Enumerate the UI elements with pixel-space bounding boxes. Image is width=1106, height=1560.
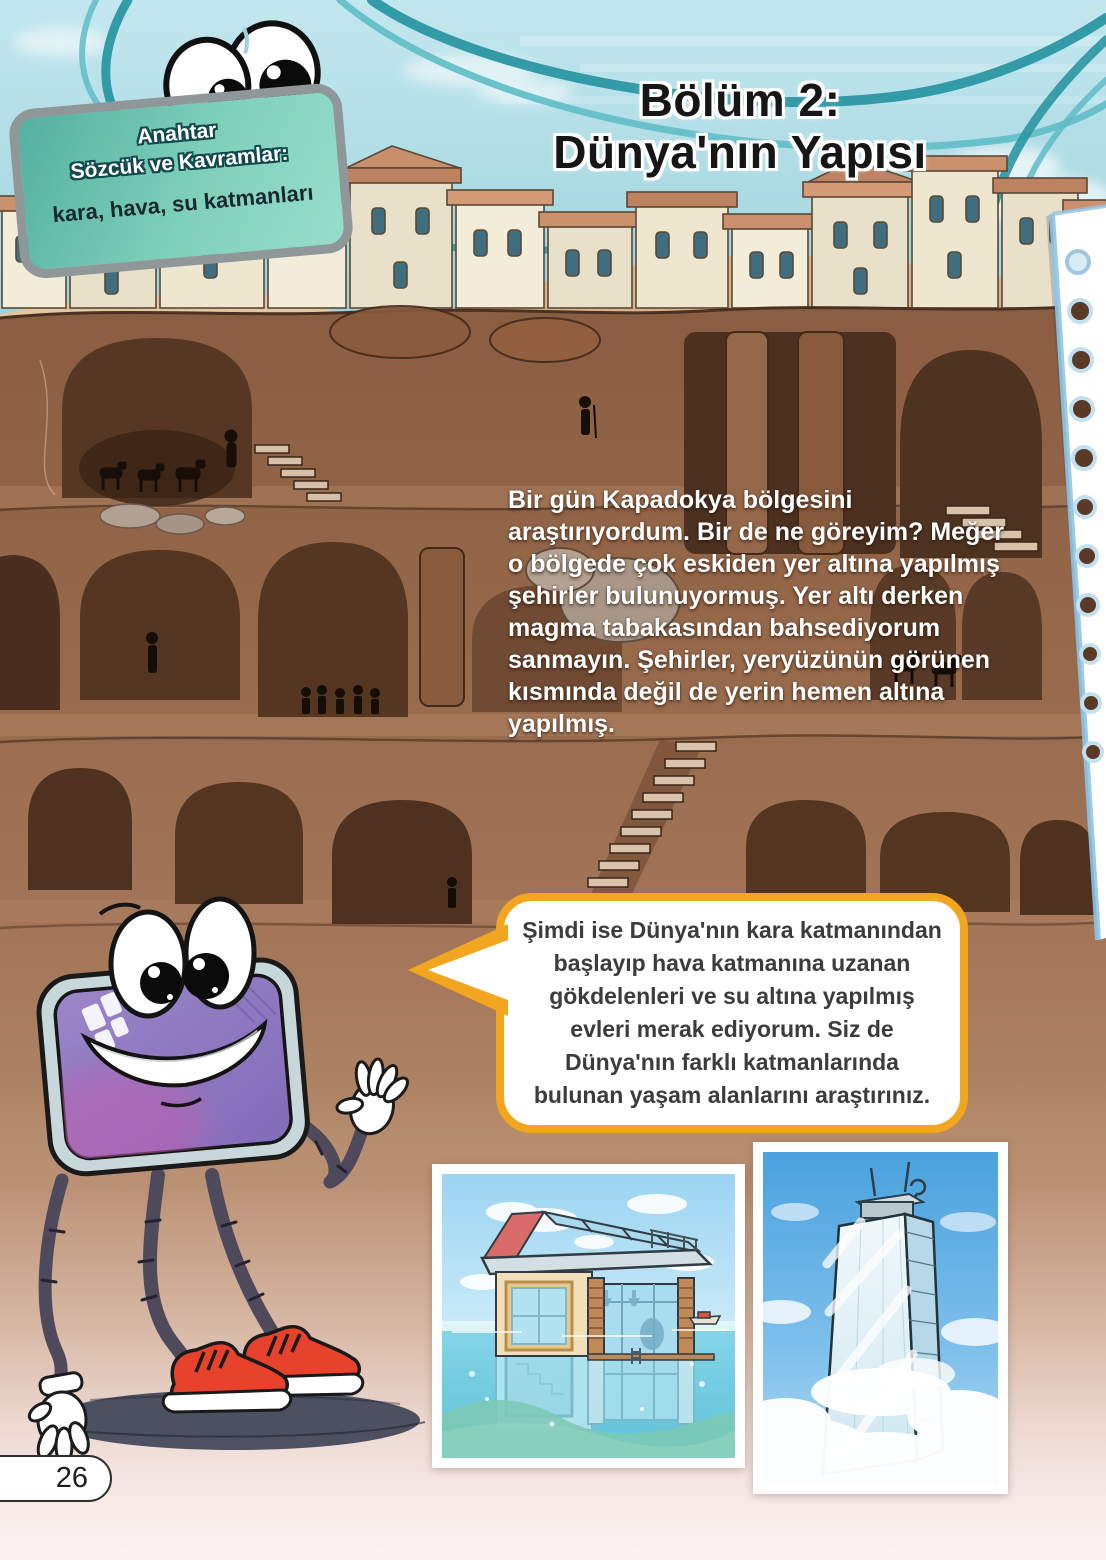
chapter-title-line1: Bölüm 2:	[639, 74, 841, 126]
glove-left	[26, 1371, 92, 1464]
chapter-title-line2: Dünya'nın Yapısı	[553, 126, 927, 178]
page-number-label: 26	[55, 1462, 88, 1494]
photo-underwater-house	[432, 1164, 745, 1468]
glove-right-waving	[329, 1050, 415, 1142]
keywords-list: kara, hava, su katmanları	[51, 179, 315, 228]
speech-bubble	[496, 893, 968, 1133]
keywords-card	[7, 82, 355, 280]
speech-bubble-text: Şimdi ise Dünya'nın kara katmanından başlayıp hava katmanına uzanan gökdelenleri ve su altına yapılmış evleri merak ediyorum. Siz de Dünya'nın farklı katmanlarında bulunan yaşam alanlarını araştırınız.	[522, 917, 942, 1108]
keywords-card-heading-line1: Anahtar	[136, 118, 218, 149]
tablet-mascot-character	[0, 880, 440, 1480]
photo-skyscraper-clouds	[753, 1142, 1008, 1494]
mascot-eyes	[100, 899, 254, 1016]
keywords-card-heading-line2: Sözcük ve Kavramlar:	[69, 141, 290, 184]
page-number-badge	[0, 1455, 112, 1502]
narration-text: Bir gün Kapadokya bölgesini araştırıyordum. Bir de ne göreyim? Meğer o bölgede çok eskiden yer altına yapılmış şehirler bulunuyormuş. Yer altı derken magma tabakasından bahsediyorum sanmayın. Şehirler, yeryüzünün görünen kısmında değil de yerin hemen altına yapılmış.	[508, 486, 1004, 738]
speech-bubble-tail-icon	[408, 924, 508, 1016]
chapter-title	[460, 74, 1020, 178]
